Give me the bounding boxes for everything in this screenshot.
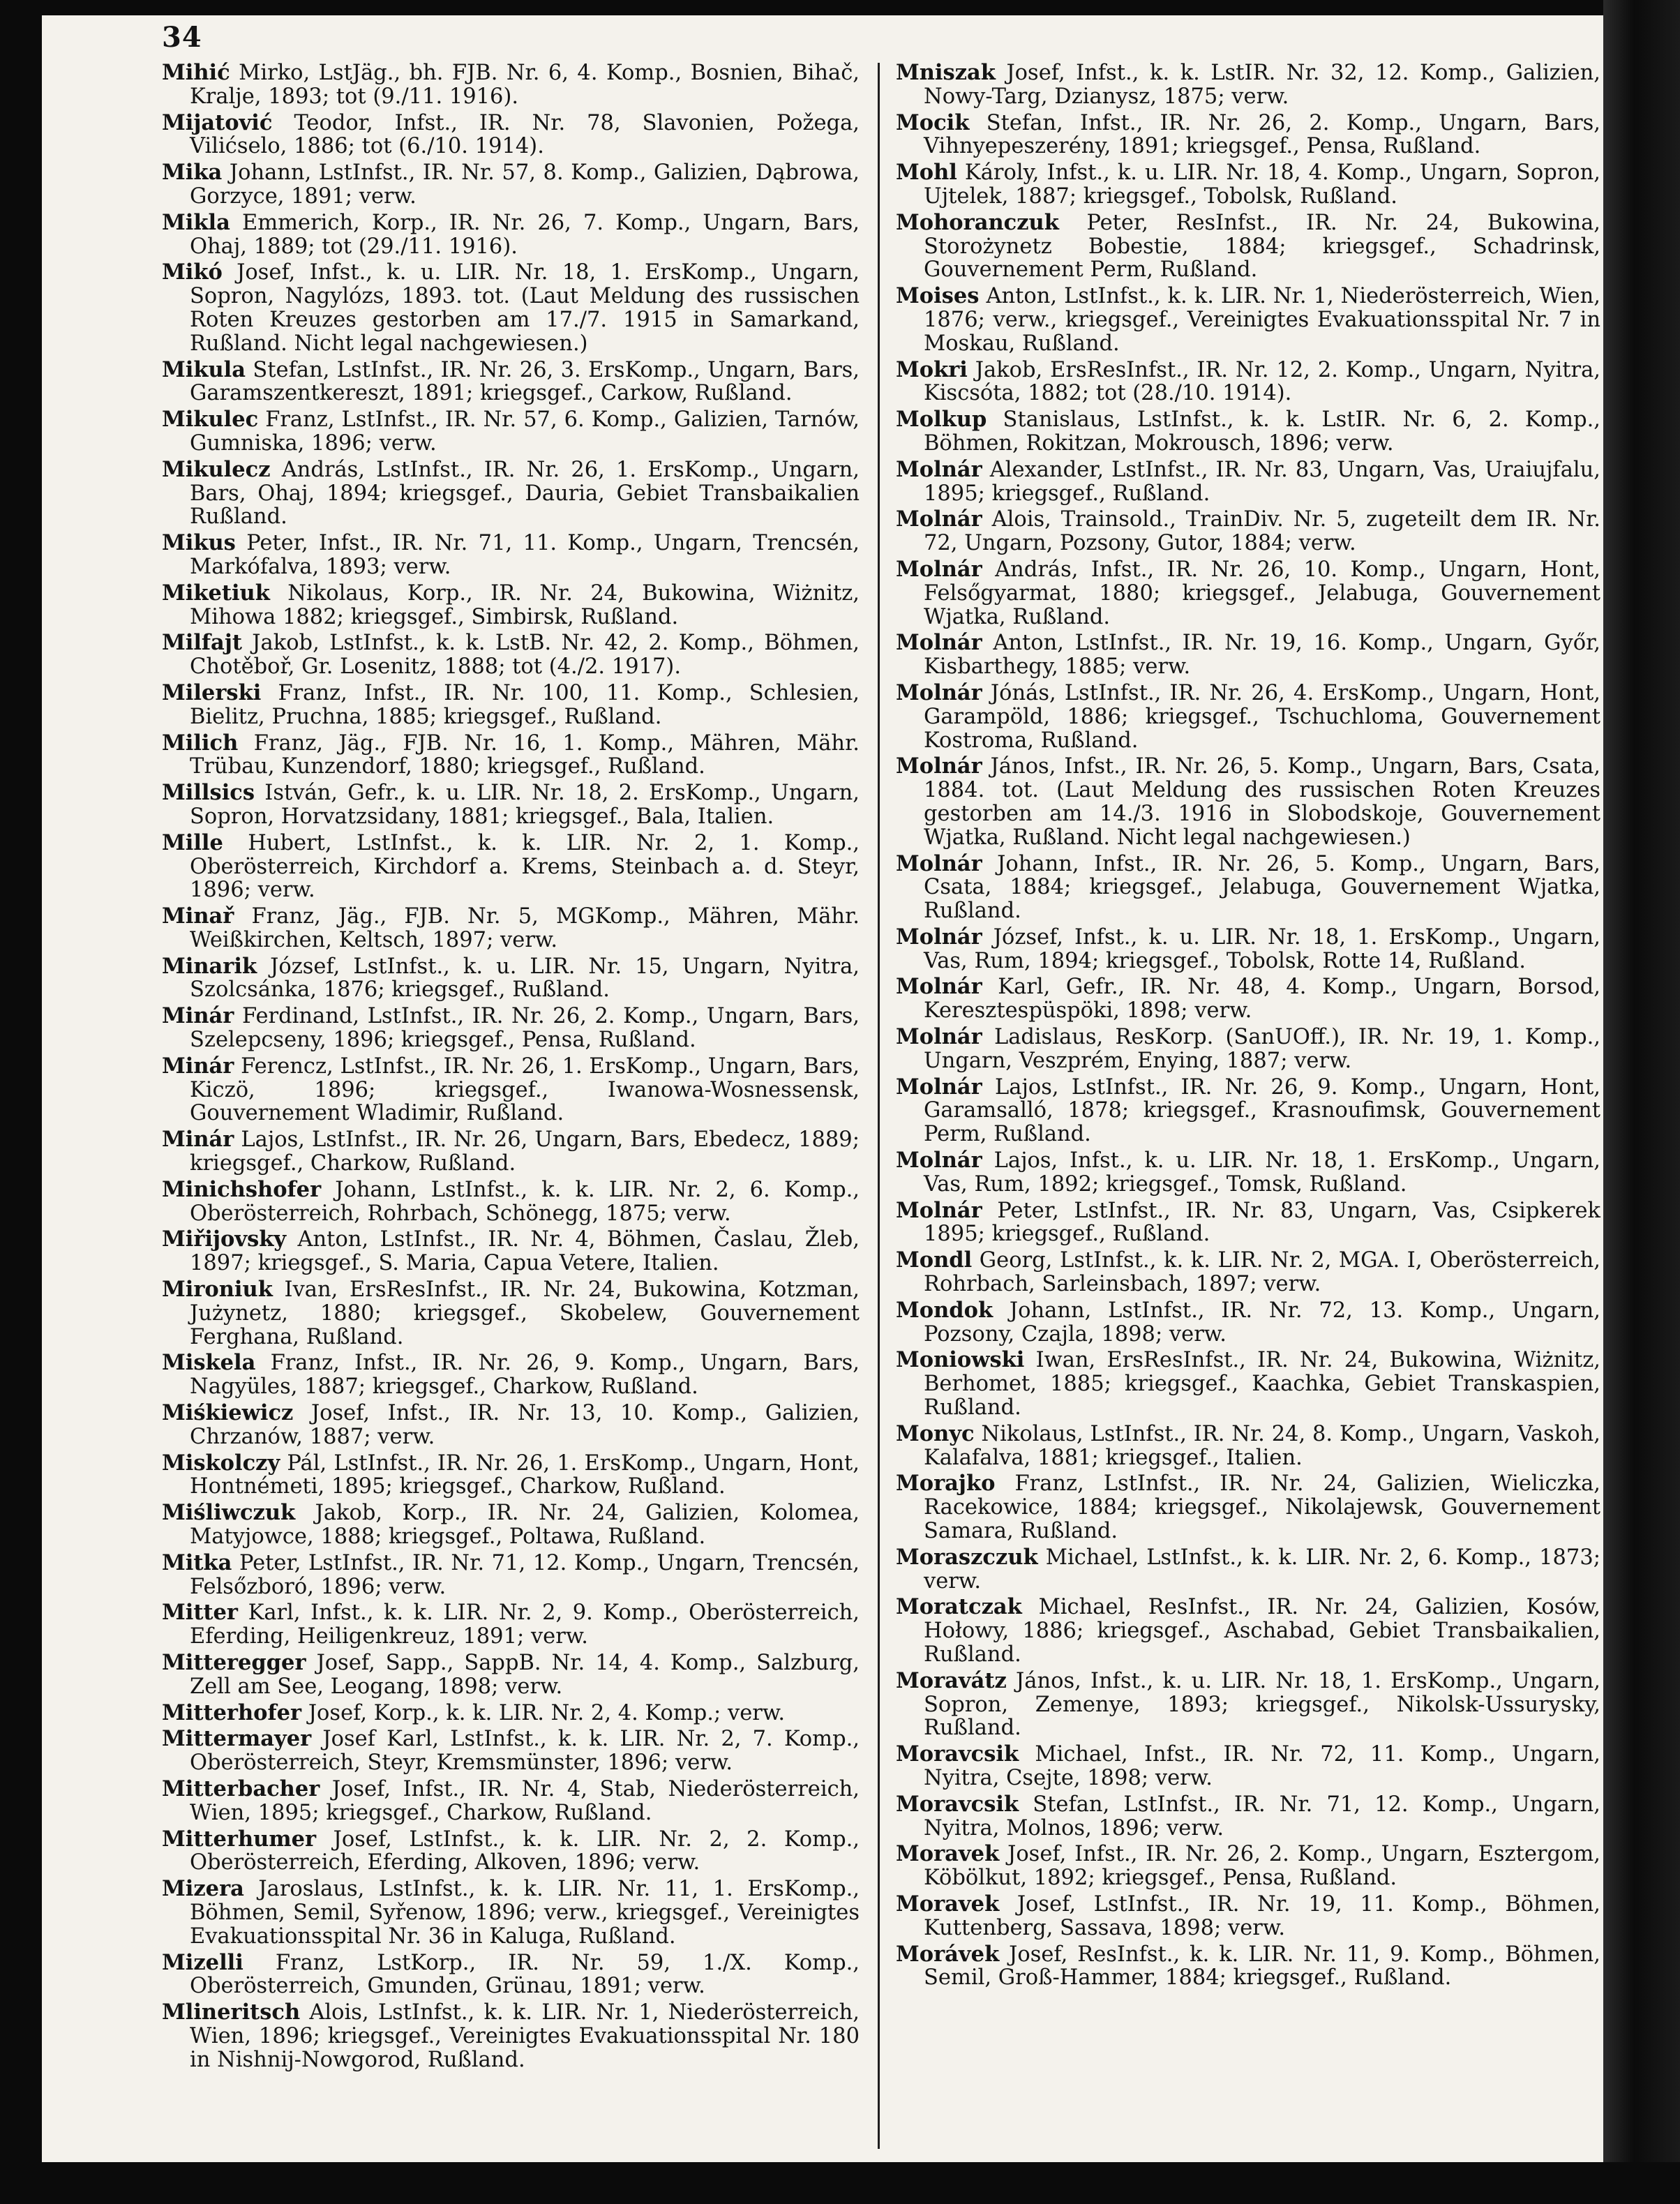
register-entry xyxy=(162,905,860,952)
entry-surname: Mitterhofer xyxy=(162,1700,302,1725)
entry-surname: Molnár xyxy=(896,1074,982,1100)
right-column xyxy=(896,61,1600,1993)
register-entry xyxy=(162,1501,860,1549)
entry-surname: Molnár xyxy=(896,456,982,482)
entry-details: Peter, Infst., IR. Nr. 71, 11. Komp., Ungarn, Trencsén, Markófalva, 1893; verw. xyxy=(190,531,860,579)
entry-surname: Molnár xyxy=(896,924,982,950)
entry-surname: Molnár xyxy=(896,630,982,656)
entry-surname: Milich xyxy=(162,730,239,756)
entry-details: Michael, Infst., IR. Nr. 72, 11. Komp., Ungarn, Nyitra, Csejte, 1898; verw. xyxy=(924,1742,1600,1790)
entry-details: Mirko, LstJäg., bh. FJB. Nr. 6, 4. Komp., Bosnien, Bihač, Kralje, 1893; tot (9./11. 1916). xyxy=(190,61,860,109)
register-entry xyxy=(896,1076,1600,1146)
left-column xyxy=(162,61,860,2075)
entry-details: Franz, LstInfst., IR. Nr. 57, 6. Komp., Galizien, Tarnów, Gumniska, 1896; verw. xyxy=(190,407,860,456)
entry-surname: Mizelli xyxy=(162,1949,243,1975)
entry-surname: Minichshofer xyxy=(162,1176,322,1202)
entry-surname: Mitteregger xyxy=(162,1650,306,1675)
entry-surname: Moravek xyxy=(896,1841,1000,1867)
entry-surname: Molnár xyxy=(896,850,982,876)
register-entry xyxy=(896,61,1600,109)
register-entry xyxy=(162,1228,860,1275)
register-entry xyxy=(162,1951,860,1999)
register-entry xyxy=(162,832,860,902)
entry-surname: Minár xyxy=(162,1127,234,1153)
register-entry xyxy=(162,2001,860,2071)
register-entry xyxy=(162,458,860,529)
entry-details: Pál, LstInfst., IR. Nr. 26, 1. ErsKomp., Ungarn, Hont, Hontnémeti, 1895; kriegsgef., Charkow, Rußland. xyxy=(190,1450,860,1499)
entry-details: Lajos, Infst., k. u. LIR. Nr. 18, 1. ErsKomp., Ungarn, Vas, Rum, 1892; kriegsgef., Tomsk, Rußland. xyxy=(924,1148,1601,1197)
entry-details: Iwan, ErsResInfst., IR. Nr. 24, Bukowina, Wiżnitz, Berhomet, 1885; kriegsgef., Kaachka, Gebiet Transkaspien, Rußland. xyxy=(924,1348,1601,1420)
entry-details: Lajos, LstInfst., IR. Nr. 26, 9. Komp., Ungarn, Hont, Garamsalló, 1878; kriegsgef., Krasnoufimsk, Gouvernement Perm, Rußland. xyxy=(924,1074,1600,1147)
column-divider xyxy=(878,63,880,2149)
entry-details: Franz, LstKorp., IR. Nr. 59, 1./X. Komp., Oberösterreich, Gmunden, Grünau, 1891; verw. xyxy=(190,1950,860,1999)
register-entry xyxy=(162,1601,860,1649)
register-entry xyxy=(162,1128,860,1176)
entry-details: Anton, LstInfst., k. k. LIR. Nr. 1, Niederösterreich, Wien, 1876; verw., kriegsgef., Vereinigtes Evakuationsspital Nr. 7 in Moskau, Rußland. xyxy=(924,284,1600,356)
entry-surname: Mitterbacher xyxy=(162,1776,320,1801)
entry-surname: Moravcsik xyxy=(896,1741,1019,1767)
entry-details: Teodor, Infst., IR. Nr. 78, Slavonien, Požega, Vilićselo, 1886; tot (6./10. 1914). xyxy=(190,110,860,159)
entry-surname: Millsics xyxy=(162,780,255,806)
register-entry xyxy=(896,1546,1600,1594)
entry-details: Franz, Infst., IR. Nr. 26, 9. Komp., Ungarn, Bars, Nagyüles, 1887; kriegsgef., Charkow, Rußland. xyxy=(190,1351,860,1400)
entry-surname: Molnár xyxy=(896,974,982,1000)
register-entry xyxy=(896,975,1600,1023)
register-entry xyxy=(896,359,1600,406)
entry-surname: Mondl xyxy=(896,1247,973,1273)
entry-details: Stefan, LstInfst., IR. Nr. 26, 3. ErsKomp., Ungarn, Bars, Garamszentkereszt, 1891; kriegsgef., Carkow, Rußland. xyxy=(190,357,860,406)
entry-details: Stanislaus, LstInfst., k. k. LstIR. Nr. 6, 2. Komp., Böhmen, Rokitzan, Mokrousch, 1896; verw. xyxy=(924,407,1600,456)
entry-details: Josef, ResInfst., k. k. LIR. Nr. 11, 9. Komp., Böhmen, Semil, Groß-Hammer, 1884; kriegsgef., Rußland. xyxy=(924,1942,1600,1991)
entry-details: András, Infst., IR. Nr. 26, 10. Komp., Ungarn, Hont, Felsőgyarmat, 1880; kriegsgef., Jelabuga, Gouvernement Wjatka, Rußland. xyxy=(924,557,1601,629)
entry-details: Franz, Jäg., FJB. Nr. 16, 1. Komp., Mähren, Mähr. Trübau, Kunzendorf, 1880; kriegsgef., Rußland. xyxy=(190,730,860,779)
entry-details: István, Gefr., k. u. LIR. Nr. 18, 2. ErsKomp., Ungarn, Sopron, Horvatzsidany, 1881; kriegsgef., Bala, Italien. xyxy=(190,781,860,829)
entry-surname: Miketiuk xyxy=(162,580,270,606)
scan-border-top xyxy=(0,0,1680,15)
entry-details: Johann, LstInfst., IR. Nr. 72, 13. Komp., Ungarn, Pozsony, Czajla, 1898; verw. xyxy=(924,1298,1600,1347)
register-entry xyxy=(896,850,1600,924)
entry-surname: Moraszczuk xyxy=(896,1544,1038,1570)
entry-surname: Molnár xyxy=(896,680,982,705)
entry-details: Karl, Infst., k. k. LIR. Nr. 2, 9. Komp., Oberösterreich, Eferding, Heiligenkreuz, 1891; verw. xyxy=(190,1600,860,1649)
entry-details: Anton, LstInfst., IR. Nr. 19, 16. Komp., Ungarn, Győr, Kisbarthegy, 1885; verw. xyxy=(924,631,1600,680)
entry-details: József, Infst., k. u. LIR. Nr. 18, 1. ErsKomp., Ungarn, Vas, Rum, 1894; kriegsgef., Tobolsk, Rotte 14, Rußland. xyxy=(924,924,1600,973)
register-entry xyxy=(162,161,860,209)
entry-surname: Mikó xyxy=(162,260,223,285)
entry-details: Johann, Infst., IR. Nr. 26, 5. Komp., Ungarn, Bars, Csata, 1884; kriegsgef., Jelabuga, Gouvernement Wjatka, Rußland. xyxy=(924,851,1600,924)
register-entry xyxy=(896,211,1600,282)
entry-surname: Mitterhumer xyxy=(162,1826,317,1852)
entry-details: Nikolaus, Korp., IR. Nr. 24, Bukowina, Wiżnitz, Mihowa 1882; kriegsgef., Simbirsk, Rußland. xyxy=(190,580,860,629)
register-entry xyxy=(162,1702,860,1725)
register-entry xyxy=(162,1402,860,1449)
register-entry xyxy=(162,359,860,406)
entry-surname: Mika xyxy=(162,160,223,186)
register-entry xyxy=(162,1877,860,1948)
entry-surname: Minár xyxy=(162,1053,234,1079)
entry-surname: Miřijovsky xyxy=(162,1227,287,1252)
entry-details: Anton, LstInfst., IR. Nr. 4, Böhmen, Časlau, Žleb, 1897; kriegsgef., S. Maria, Capua Vetere, Italien. xyxy=(190,1227,860,1276)
entry-surname: Mokri xyxy=(896,357,968,382)
entry-surname: Miśkiewicz xyxy=(162,1400,294,1426)
entry-surname: Miskela xyxy=(162,1350,256,1376)
register-entry xyxy=(896,285,1600,355)
entry-surname: Molnár xyxy=(896,1148,982,1174)
entry-details: Nikolaus, LstInfst., IR. Nr. 24, 8. Komp., Ungarn, Vaskoh, Kalafalva, 1881; kriegsgef., Italien. xyxy=(924,1421,1600,1470)
entry-details: Ivan, ErsResInfst., IR. Nr. 24, Bukowina, Kotzman, Jużynetz, 1880; kriegsgef., Skobelew, Gouvernement Ferghana, Rußland. xyxy=(190,1277,860,1349)
register-entry xyxy=(162,582,860,629)
entry-details: János, Infst., IR. Nr. 26, 5. Komp., Ungarn, Bars, Csata, 1884. tot. (Laut Meldung des russischen Roten Kreuzes gestorben am 14./3. 1916 in Slobodskoje, Gouvernement Wjatka, Rußland. Nicht legal nachgewiesen.) xyxy=(924,754,1600,850)
entry-details: Johann, LstInfst., IR. Nr. 57, 8. Komp., Galizien, Dąbrowa, Gorzyce, 1891; verw. xyxy=(190,160,860,209)
register-entry xyxy=(896,1249,1600,1296)
entry-details: Josef, Sapp., SappB. Nr. 14, 4. Komp., Salzburg, Zell am See, Leogang, 1898; verw. xyxy=(190,1651,860,1699)
entry-surname: Moratczak xyxy=(896,1594,1022,1620)
entry-details: József, LstInfst., k. u. LIR. Nr. 15, Ungarn, Nyitra, Szolcsánka, 1876; kriegsgef., Rußland. xyxy=(190,954,860,1003)
entry-surname: Mijatović xyxy=(162,110,273,135)
page-number: 34 xyxy=(162,21,202,54)
entry-details: Károly, Infst., k. u. LIR. Nr. 18, 4. Komp., Ungarn, Sopron, Ujtelek, 1887; kriegsgef., Tobolsk, Rußland. xyxy=(924,160,1600,209)
entry-surname: Mikulecz xyxy=(162,456,271,482)
register-entry xyxy=(896,1149,1600,1197)
register-entry xyxy=(162,1351,860,1399)
entry-surname: Milfajt xyxy=(162,630,242,656)
entry-surname: Molnár xyxy=(896,1024,982,1050)
entry-details: Michael, ResInfst., IR. Nr. 24, Galizien, Kosów, Hołowy, 1886; kriegsgef., Aschabad, Gebiet Transbaikalien, Rußland. xyxy=(924,1595,1600,1667)
entry-surname: Mikus xyxy=(162,530,236,556)
entry-details: János, Infst., k. u. LIR. Nr. 18, 1. ErsKomp., Ungarn, Sopron, Zemenye, 1893; kriegsgef., Nikolsk-Ussurysky, Rußland. xyxy=(924,1668,1600,1741)
entry-details: Franz, Infst., IR. Nr. 100, 11. Komp., Schlesien, Bielitz, Pruchna, 1885; kriegsgef., Rußland. xyxy=(190,680,860,729)
entry-surname: Moravcsik xyxy=(896,1791,1019,1817)
register-entry xyxy=(896,1943,1600,1991)
entry-surname: Minár xyxy=(162,1003,234,1029)
entry-surname: Moravátz xyxy=(896,1667,1007,1693)
entry-details: Peter, LstInfst., IR. Nr. 71, 12. Komp., Ungarn, Trencsén, Felsőzboró, 1896; verw. xyxy=(190,1550,860,1599)
entry-details: Peter, LstInfst., IR. Nr. 83, Ungarn, Vas, Csipkerek 1895; kriegsgef., Rußland. xyxy=(924,1198,1600,1247)
entry-details: Josef Karl, LstInfst., k. k. LIR. Nr. 2, 7. Komp., Oberösterreich, Steyr, Kremsmünster, 1896; verw. xyxy=(190,1727,860,1776)
register-entry xyxy=(162,1005,860,1052)
register-entry xyxy=(896,1893,1600,1940)
entry-surname: Mittermayer xyxy=(162,1726,312,1752)
entry-surname: Mocik xyxy=(896,110,970,135)
entry-surname: Mikulec xyxy=(162,407,259,433)
register-entry xyxy=(162,781,860,829)
register-entry xyxy=(162,211,860,259)
entry-details: Alois, Trainsold., TrainDiv. Nr. 5, zugeteilt dem IR. Nr. 72, Ungarn, Pozsony, Gutor, 1884; verw. xyxy=(924,507,1600,556)
register-entry xyxy=(896,1472,1600,1543)
entry-surname: Molkup xyxy=(896,407,987,433)
entry-details: Jaroslaus, LstInfst., k. k. LIR. Nr. 11, 1. ErsKomp., Böhmen, Semil, Syřenow, 1896; verw., kriegsgef., Vereinigtes Evakuationsspital Nr. 36 in Kaluga, Rußland. xyxy=(190,1877,860,1949)
entry-details: Jakob, ErsResInfst., IR. Nr. 12, 2. Komp., Ungarn, Nyitra, Kiscsóta, 1882; tot (28./10. 1914). xyxy=(924,357,1600,406)
entry-surname: Molnár xyxy=(896,556,982,582)
register-entry xyxy=(896,682,1600,752)
register-entry xyxy=(896,458,1600,506)
register-entry xyxy=(162,732,860,779)
register-entry xyxy=(162,1727,860,1775)
register-entry xyxy=(896,112,1600,159)
entry-surname: Milerski xyxy=(162,680,262,705)
entry-details: Josef, Infst., IR. Nr. 13, 10. Komp., Galizien, Chrzanów, 1887; verw. xyxy=(190,1401,860,1449)
register-entry xyxy=(162,682,860,729)
register-entry xyxy=(162,261,860,355)
entry-details: Josef, Infst., IR. Nr. 4, Stab, Niederösterreich, Wien, 1895; kriegsgef., Charkow, Rußland. xyxy=(190,1776,860,1825)
entry-details: Hubert, LstInfst., k. k. LIR. Nr. 2, 1. Komp., Oberösterreich, Kirchdorf a. Krems, Steinbach a. d. Steyr, 1896; verw. xyxy=(190,830,860,903)
register-entry xyxy=(896,508,1600,555)
register-entry xyxy=(162,1178,860,1226)
entry-surname: Mitka xyxy=(162,1550,232,1575)
entry-surname: Miśliwczuk xyxy=(162,1500,296,1526)
register-entry xyxy=(896,1667,1600,1741)
entry-details: Jónás, LstInfst., IR. Nr. 26, 4. ErsKomp., Ungarn, Hont, Garampöld, 1886; kriegsgef., Tschuchloma, Gouvernement Kostroma, Rußland. xyxy=(924,680,1600,753)
register-entry xyxy=(896,1199,1600,1247)
register-entry xyxy=(162,61,860,109)
entry-surname: Morávek xyxy=(896,1941,1000,1967)
entry-surname: Molnár xyxy=(896,507,982,532)
entry-details: Michael, LstInfst., k. k. LIR. Nr. 2, 6. Komp., 1873; verw. xyxy=(924,1545,1600,1594)
register-entry xyxy=(896,926,1600,973)
entry-details: Emmerich, Korp., IR. Nr. 26, 7. Komp., Ungarn, Bars, Ohaj, 1889; tot (29./11. 1916). xyxy=(190,210,860,259)
entry-surname: Miskolczy xyxy=(162,1450,280,1476)
entry-surname: Mohoranczuk xyxy=(896,209,1059,235)
entry-details: Franz, LstInfst., IR. Nr. 24, Galizien, Wieliczka, Racekowice, 1884; kriegsgef., Nikolajewsk, Gouvernement Samara, Rußland. xyxy=(924,1471,1600,1544)
entry-details: Alois, LstInfst., k. k. LIR. Nr. 1, Niederösterreich, Wien, 1896; kriegsgef., Vereinigtes Evakuationsspital Nr. 180 in Nishnij-Nowgorod, Rußland. xyxy=(190,2000,860,2072)
entry-surname: Moises xyxy=(896,283,980,309)
entry-details: Peter, ResInfst., IR. Nr. 24, Bukowina, Storożynetz Bobestie, 1884; kriegsgef., Schadrinsk, Gouvernement Perm, Rußland. xyxy=(924,210,1600,283)
register-entry xyxy=(162,1552,860,1599)
entry-surname: Mihić xyxy=(162,60,230,85)
entry-details: Josef, LstInfst., k. k. LIR. Nr. 2, 2. Komp., Oberösterreich, Eferding, Alkoven, 1896; verw. xyxy=(190,1827,860,1875)
entry-details: Josef, Infst., k. u. LIR. Nr. 18, 1. ErsKomp., Ungarn, Sopron, Nagylózs, 1893. tot. (Laut Meldung des russischen Roten Kreuzes gestorben am 17./7. 1915 in Samarkand, Rußland. Nicht legal nachgewiesen.) xyxy=(190,260,860,356)
entry-surname: Minarik xyxy=(162,953,257,979)
entry-surname: Mlineritsch xyxy=(162,2000,301,2025)
entry-surname: Mizera xyxy=(162,1876,244,1902)
entry-details: Josef, LstInfst., IR. Nr. 19, 11. Komp., Böhmen, Kuttenberg, Sassava, 1898; verw. xyxy=(924,1891,1600,1940)
entry-surname: Moniowski xyxy=(896,1347,1025,1373)
entry-surname: Mille xyxy=(162,830,223,855)
scan-border-bottom xyxy=(0,2162,1680,2204)
register-entry xyxy=(896,1299,1600,1347)
register-entry xyxy=(896,161,1600,209)
entry-details: Josef, Infst., IR. Nr. 26, 2. Komp., Ungarn, Esztergom, Köbölkut, 1892; kriegsgef., Pensa, Rußland. xyxy=(924,1842,1601,1891)
register-entry xyxy=(896,1349,1600,1419)
entry-details: András, LstInfst., IR. Nr. 26, 1. ErsKomp., Ungarn, Bars, Ohaj, 1894; kriegsgef., Dauria, Gebiet Transbaikalien Rußland. xyxy=(190,457,860,530)
register-entry xyxy=(162,1278,860,1349)
entry-surname: Mironiuk xyxy=(162,1277,273,1303)
entry-surname: Molnár xyxy=(896,1197,982,1223)
register-entry xyxy=(896,408,1600,456)
entry-details: Ferencz, LstInfst., IR. Nr. 26, 1. ErsKomp., Ungarn, Bars, Kiczö, 1896; kriegsgef., Iwanowa-Wosnessensk, Gouvernement Wladimir, Rußland. xyxy=(190,1054,860,1126)
entry-surname: Minař xyxy=(162,904,234,929)
register-entry xyxy=(896,1793,1600,1841)
entry-surname: Mniszak xyxy=(896,60,996,85)
register-entry xyxy=(896,1026,1600,1073)
entry-details: Josef, Infst., k. k. LstIR. Nr. 32, 12. Komp., Galizien, Nowy-Targ, Dzianysz, 1875; verw. xyxy=(924,61,1600,109)
scan-border-right xyxy=(1603,0,1680,2204)
entry-surname: Mikla xyxy=(162,209,230,235)
entry-surname: Mikula xyxy=(162,357,246,382)
entry-details: Ladislaus, ResKorp. (SanUOff.), IR. Nr. 19, 1. Komp., Ungarn, Veszprém, Enying, 1887; verw. xyxy=(924,1025,1601,1073)
entry-details: Lajos, LstInfst., IR. Nr. 26, Ungarn, Bars, Ebedecz, 1889; kriegsgef., Charkow, Rußland. xyxy=(190,1127,860,1176)
entry-surname: Moravek xyxy=(896,1891,1000,1917)
entry-details: Stefan, Infst., IR. Nr. 26, 2. Komp., Ungarn, Bars, Vihnyepeszerény, 1891; kriegsgef., Pensa, Rußland. xyxy=(924,110,1600,159)
register-entry xyxy=(162,1828,860,1875)
register-entry xyxy=(896,631,1600,679)
register-entry xyxy=(162,1778,860,1825)
entry-surname: Morajko xyxy=(896,1471,996,1497)
register-entry xyxy=(896,755,1600,849)
register-entry xyxy=(896,1843,1600,1890)
entry-surname: Molnár xyxy=(896,754,982,779)
entry-details: Franz, Jäg., FJB. Nr. 5, MGKomp., Mähren, Mähr. Weißkirchen, Keltsch, 1897; verw. xyxy=(190,904,860,952)
register-entry xyxy=(896,1420,1600,1470)
register-entry xyxy=(162,955,860,1003)
register-entry xyxy=(162,1651,860,1699)
entry-details: Josef, Korp., k. k. LIR. Nr. 2, 4. Komp.; verw. xyxy=(308,1700,786,1725)
entry-details: Karl, Gefr., IR. Nr. 48, 4. Komp., Ungarn, Borsod, Keresztespüspöki, 1898; verw. xyxy=(924,975,1600,1024)
register-entry xyxy=(896,1743,1600,1790)
entry-details: Johann, LstInfst., k. k. LIR. Nr. 2, 6. Komp., Oberösterreich, Rohrbach, Schönegg, 1875; verw. xyxy=(190,1177,860,1226)
register-entry xyxy=(162,1452,860,1499)
register-entry xyxy=(162,112,860,159)
scan-border-left xyxy=(0,0,42,2204)
register-entry xyxy=(162,408,860,456)
entry-details: Stefan, LstInfst., IR. Nr. 71, 12. Komp., Ungarn, Nyitra, Molnos, 1896; verw. xyxy=(924,1792,1600,1841)
register-entry xyxy=(162,532,860,579)
entry-surname: Mondok xyxy=(896,1297,993,1323)
register-entry xyxy=(896,1596,1600,1666)
register-entry xyxy=(162,1055,860,1125)
entry-details: Jakob, Korp., IR. Nr. 24, Galizien, Kolomea, Matyjowce, 1888; kriegsgef., Poltawa, Rußland. xyxy=(190,1501,860,1550)
entry-surname: Monyc xyxy=(896,1420,975,1446)
entry-surname: Mohl xyxy=(896,160,957,186)
entry-details: Georg, LstInfst., k. k. LIR. Nr. 2, MGA. I, Oberösterreich, Rohrbach, Sarleinsbach, 1897; verw. xyxy=(924,1248,1600,1297)
entry-details: Alexander, LstInfst., IR. Nr. 83, Ungarn, Vas, Uraiujfalu, 1895; kriegsgef., Rußland. xyxy=(924,457,1601,506)
entry-details: Jakob, LstInfst., k. k. LstB. Nr. 42, 2. Komp., Böhmen, Chotěboř, Gr. Losenitz, 1888; tot (4./2. 1917). xyxy=(190,631,860,680)
entry-surname: Mitter xyxy=(162,1600,238,1626)
register-entry xyxy=(896,558,1600,629)
register-entry xyxy=(162,631,860,679)
entry-details: Ferdinand, LstInfst., IR. Nr. 26, 2. Komp., Ungarn, Bars, Szelepcseny, 1896; kriegsgef., Pensa, Rußland. xyxy=(190,1004,860,1053)
